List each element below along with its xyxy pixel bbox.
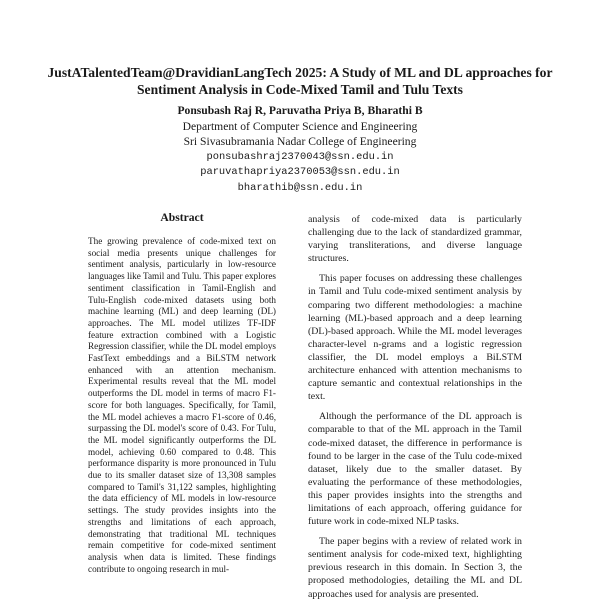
body-paragraph: The paper begins with a review of related work in sentiment analysis for code-mixed text, highlighting previous research in this domain. In Section 3, the proposed methodologies, detailing the ML and DL approaches used for analysis are presented. — [308, 536, 522, 600]
abstract-text: The growing prevalence of code-mixed text on social media presents unique challenges for sentiment analysis, particularly in low-resource languages like Tamil and Tulu. This paper explores sentiment classification in Tamil-English and Tulu-English code-mixed datasets using both machine learning (ML) and deep learning (DL) approaches. The ML model utilizes TF-IDF feature extraction combined with a Logistic Regression classifier, while the DL model employs FastText embeddings and a BiLSTM network enhanced with an attention mechanism. Experimental results reveal that the ML model outperforms the DL model in terms of macro F1-score for both languages. Specifically, for Tamil, the ML model achieves a macro F1-score of 0.46, surpassing the DL model's score of 0.43. For Tulu, the ML model significantly outperforms the DL model, achieving 0.60 compared to 0.48. This performance disparity is more pronounced in Tulu due to its smaller dataset size of 13,308 samples compared to Tamil's 31,122 samples, highlighting the data efficiency of ML models in low-resource settings. The study provides insights into the strengths and limitations of each approach, demonstrating that traditional ML techniques remain competitive for code-mixed sentiment analysis when data is limited. These findings contribute to ongoing research in mul- — [88, 236, 276, 574]
body-paragraph: analysis of code-mixed data is particularly challenging due to the lack of standardized grammar, varying transliterations, and diverse language structures. — [308, 214, 522, 265]
paper-title: JustATalentedTeam@DravidianLangTech 2025: A Study of ML and DL approaches for Sentiment Analysis in Code-Mixed Tamil and Tulu Texts — [47, 65, 553, 97]
affiliation-college: Sri Sivasubramania Nadar College of Engineering — [183, 135, 417, 149]
body-column-right — [308, 213, 522, 608]
body-paragraph: This paper focuses on addressing these challenges in Tamil and Tulu code-mixed sentiment analysis by comparing two different methodologies: a machine learning (ML)-based approach and a deep learning (DL)-based approach. While the ML model leverages character-level n-grams and a logistic regression classifier, the DL model employs a BiLSTM architecture enhanced with attention mechanisms to capture semantic and contextual relationships in the text. — [308, 273, 522, 403]
author-email: paruvathapriya2370053@ssn.edu.in — [200, 166, 400, 179]
author-email: bharathib@ssn.edu.in — [237, 181, 363, 194]
author-names: Ponsubash Raj R, Paruvatha Priya B, Bharathi B — [177, 104, 423, 117]
body-paragraph: Although the performance of the DL approach is comparable to that of the ML approach in the Tamil code-mixed dataset, the difference in performance is found to be larger in the case of the Tulu code-mixed dataset, likely due to the smaller dataset. By evaluating the performance of these methodologies, this paper provides insights into the strengths and limitations of each approach, offering guidance for future work in code-mixed NLP tasks. — [308, 411, 522, 528]
author-block — [40, 103, 560, 197]
affiliation-department: Department of Computer Science and Engineering — [182, 119, 418, 133]
abstract-heading: Abstract — [160, 211, 204, 224]
author-email: ponsubashraj2370043@ssn.edu.in — [206, 150, 394, 163]
